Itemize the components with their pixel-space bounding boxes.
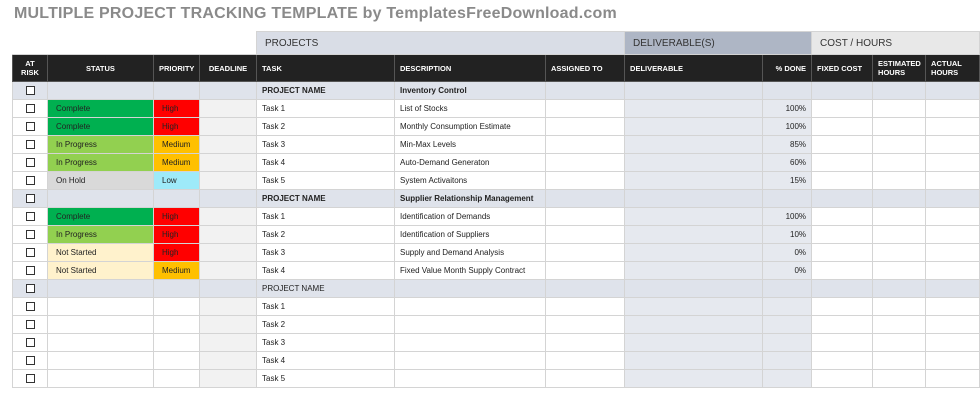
project-label: PROJECT NAME: [257, 280, 395, 298]
status-cell[interactable]: [48, 280, 154, 298]
task-cell[interactable]: Task 3: [257, 136, 395, 154]
deadline-cell[interactable]: [200, 298, 257, 316]
status-cell[interactable]: In Progress: [48, 154, 154, 172]
fixed-cost-cell[interactable]: [812, 208, 873, 226]
description-cell[interactable]: Supply and Demand Analysis: [395, 244, 546, 262]
table-row: [13, 118, 980, 136]
tracking-table: [12, 31, 980, 388]
col-header-status: STATUS: [48, 55, 154, 82]
actual-hours-cell[interactable]: [926, 262, 980, 280]
estimated-hours-cell[interactable]: [873, 244, 926, 262]
table-row: [13, 352, 980, 370]
task-cell[interactable]: Task 4: [257, 262, 395, 280]
actual-hours-cell[interactable]: [926, 244, 980, 262]
fixed-cost-cell[interactable]: [812, 82, 873, 100]
pct-done-cell[interactable]: [763, 334, 812, 352]
col-header-fixed-cost: FIXED COST: [812, 55, 873, 82]
at-risk-checkbox[interactable]: [26, 176, 35, 185]
project-name[interactable]: [395, 280, 546, 298]
priority-cell[interactable]: [154, 370, 200, 388]
description-cell[interactable]: [395, 334, 546, 352]
project-row: [13, 190, 980, 208]
deliverable-cell[interactable]: [625, 370, 763, 388]
status-cell[interactable]: [48, 82, 154, 100]
at-risk-cell: [13, 298, 48, 316]
priority-cell[interactable]: High: [154, 208, 200, 226]
at-risk-checkbox[interactable]: [26, 356, 35, 365]
status-cell[interactable]: On Hold: [48, 172, 154, 190]
col-header-pct-done: % DONE: [763, 55, 812, 82]
status-cell[interactable]: In Progress: [48, 226, 154, 244]
pct-done-cell[interactable]: 100%: [763, 100, 812, 118]
estimated-hours-cell[interactable]: [873, 316, 926, 334]
table-row: [13, 262, 980, 280]
actual-hours-cell[interactable]: [926, 226, 980, 244]
fixed-cost-cell[interactable]: [812, 298, 873, 316]
table-row: [13, 316, 980, 334]
pct-done-cell[interactable]: 10%: [763, 226, 812, 244]
status-cell[interactable]: Complete: [48, 100, 154, 118]
actual-hours-cell[interactable]: [926, 100, 980, 118]
estimated-hours-cell[interactable]: [873, 352, 926, 370]
table-row: [13, 172, 980, 190]
actual-hours-cell[interactable]: [926, 280, 980, 298]
at-risk-cell: [13, 100, 48, 118]
task-cell[interactable]: Task 5: [257, 370, 395, 388]
deadline-cell[interactable]: [200, 100, 257, 118]
at-risk-cell: [13, 316, 48, 334]
description-cell[interactable]: [395, 370, 546, 388]
priority-cell[interactable]: Low: [154, 172, 200, 190]
at-risk-checkbox[interactable]: [26, 302, 35, 311]
task-cell[interactable]: Task 2: [257, 226, 395, 244]
at-risk-checkbox[interactable]: [26, 338, 35, 347]
project-label: PROJECT NAME: [257, 82, 395, 100]
assigned-to-cell[interactable]: [546, 136, 625, 154]
fixed-cost-cell[interactable]: [812, 244, 873, 262]
at-risk-checkbox[interactable]: [26, 140, 35, 149]
deadline-cell[interactable]: [200, 154, 257, 172]
at-risk-checkbox[interactable]: [26, 248, 35, 257]
at-risk-checkbox[interactable]: [26, 122, 35, 131]
at-risk-cell: [13, 262, 48, 280]
assigned-to-cell[interactable]: [546, 118, 625, 136]
fixed-cost-cell[interactable]: [812, 190, 873, 208]
page-title: MULTIPLE PROJECT TRACKING TEMPLATE by TemplatesFreeDownload.com: [14, 5, 617, 22]
pct-done-cell[interactable]: [763, 190, 812, 208]
description-cell[interactable]: Auto-Demand Generaton: [395, 154, 546, 172]
at-risk-checkbox[interactable]: [26, 284, 35, 293]
priority-cell[interactable]: Medium: [154, 136, 200, 154]
description-cell[interactable]: [395, 316, 546, 334]
pct-done-cell[interactable]: [763, 352, 812, 370]
at-risk-checkbox[interactable]: [26, 266, 35, 275]
assigned-to-cell[interactable]: [546, 226, 625, 244]
actual-hours-cell[interactable]: [926, 118, 980, 136]
deliverable-cell[interactable]: [625, 352, 763, 370]
priority-cell[interactable]: [154, 280, 200, 298]
fixed-cost-cell[interactable]: [812, 100, 873, 118]
table-row: [13, 334, 980, 352]
at-risk-cell: [13, 226, 48, 244]
table-row: [13, 208, 980, 226]
fixed-cost-cell[interactable]: [812, 118, 873, 136]
assigned-to-cell[interactable]: [546, 370, 625, 388]
priority-cell[interactable]: [154, 190, 200, 208]
deadline-cell[interactable]: [200, 262, 257, 280]
status-cell[interactable]: Not Started: [48, 244, 154, 262]
deliverable-cell[interactable]: [625, 208, 763, 226]
deadline-cell[interactable]: [200, 226, 257, 244]
col-header-priority: PRIORITY: [154, 55, 200, 82]
description-cell[interactable]: [395, 298, 546, 316]
fixed-cost-cell[interactable]: [812, 154, 873, 172]
col-header-estimated-hours: ESTIMATED HOURS: [873, 55, 926, 82]
at-risk-cell: [13, 136, 48, 154]
col-header-task: TASK: [257, 55, 395, 82]
col-header-at-risk: AT RISK: [13, 55, 48, 82]
at-risk-cell: [13, 118, 48, 136]
fixed-cost-cell[interactable]: [812, 136, 873, 154]
at-risk-checkbox[interactable]: [26, 86, 35, 95]
deadline-cell[interactable]: [200, 334, 257, 352]
deliverable-cell[interactable]: [625, 244, 763, 262]
at-risk-cell: [13, 370, 48, 388]
description-cell[interactable]: Identification of Demands: [395, 208, 546, 226]
fixed-cost-cell[interactable]: [812, 334, 873, 352]
pct-done-cell[interactable]: 85%: [763, 136, 812, 154]
priority-cell[interactable]: High: [154, 100, 200, 118]
priority-cell[interactable]: [154, 352, 200, 370]
pct-done-cell[interactable]: [763, 370, 812, 388]
pct-done-cell[interactable]: 0%: [763, 262, 812, 280]
task-cell[interactable]: Task 3: [257, 244, 395, 262]
at-risk-cell: [13, 280, 48, 298]
col-header-deadline: DEADLINE: [200, 55, 257, 82]
assigned-to-cell[interactable]: [546, 334, 625, 352]
assigned-to-cell[interactable]: [546, 100, 625, 118]
group-header-deliverables: DELIVERABLE(S): [625, 32, 812, 55]
fixed-cost-cell[interactable]: [812, 280, 873, 298]
status-cell[interactable]: [48, 316, 154, 334]
table-body: [13, 82, 980, 388]
deadline-cell[interactable]: [200, 208, 257, 226]
at-risk-checkbox[interactable]: [26, 194, 35, 203]
table-row: [13, 298, 980, 316]
col-header-deliverable: DELIVERABLE: [625, 55, 763, 82]
assigned-to-cell[interactable]: [546, 262, 625, 280]
fixed-cost-cell[interactable]: [812, 226, 873, 244]
priority-cell[interactable]: [154, 316, 200, 334]
estimated-hours-cell[interactable]: [873, 154, 926, 172]
col-header-description: DESCRIPTION: [395, 55, 546, 82]
estimated-hours-cell[interactable]: [873, 280, 926, 298]
deadline-cell[interactable]: [200, 244, 257, 262]
actual-hours-cell[interactable]: [926, 172, 980, 190]
pct-done-cell[interactable]: [763, 82, 812, 100]
at-risk-checkbox[interactable]: [26, 320, 35, 329]
pct-done-cell[interactable]: 15%: [763, 172, 812, 190]
deliverable-cell[interactable]: [625, 226, 763, 244]
deliverable-cell[interactable]: [625, 262, 763, 280]
actual-hours-cell[interactable]: [926, 208, 980, 226]
assigned-to-cell[interactable]: [546, 298, 625, 316]
description-cell[interactable]: System Activaitons: [395, 172, 546, 190]
pct-done-cell[interactable]: [763, 316, 812, 334]
column-header-row: [13, 55, 980, 82]
deadline-cell[interactable]: [200, 316, 257, 334]
description-cell[interactable]: Monthly Consumption Estimate: [395, 118, 546, 136]
assigned-to-cell[interactable]: [546, 190, 625, 208]
priority-cell[interactable]: High: [154, 244, 200, 262]
assigned-to-cell[interactable]: [546, 154, 625, 172]
project-row: [13, 280, 980, 298]
estimated-hours-cell[interactable]: [873, 262, 926, 280]
description-cell[interactable]: Fixed Value Month Supply Contract: [395, 262, 546, 280]
priority-cell[interactable]: Medium: [154, 154, 200, 172]
deliverable-cell[interactable]: [625, 316, 763, 334]
table-row: [13, 100, 980, 118]
description-cell[interactable]: Min-Max Levels: [395, 136, 546, 154]
actual-hours-cell[interactable]: [926, 82, 980, 100]
assigned-to-cell[interactable]: [546, 316, 625, 334]
deliverable-cell[interactable]: [625, 298, 763, 316]
priority-cell[interactable]: [154, 334, 200, 352]
estimated-hours-cell[interactable]: [873, 136, 926, 154]
deadline-cell[interactable]: [200, 190, 257, 208]
fixed-cost-cell[interactable]: [812, 172, 873, 190]
at-risk-checkbox[interactable]: [26, 374, 35, 383]
assigned-to-cell[interactable]: [546, 244, 625, 262]
priority-cell[interactable]: Medium: [154, 262, 200, 280]
at-risk-cell: [13, 82, 48, 100]
estimated-hours-cell[interactable]: [873, 118, 926, 136]
at-risk-checkbox[interactable]: [26, 158, 35, 167]
deadline-cell[interactable]: [200, 370, 257, 388]
estimated-hours-cell[interactable]: [873, 100, 926, 118]
deliverable-cell[interactable]: [625, 136, 763, 154]
actual-hours-cell[interactable]: [926, 190, 980, 208]
deadline-cell[interactable]: [200, 118, 257, 136]
at-risk-cell: [13, 208, 48, 226]
group-header-projects: PROJECTS: [257, 32, 625, 55]
pct-done-cell[interactable]: [763, 280, 812, 298]
status-cell[interactable]: [48, 352, 154, 370]
deliverable-cell[interactable]: [625, 280, 763, 298]
description-cell[interactable]: [395, 352, 546, 370]
assigned-to-cell[interactable]: [546, 280, 625, 298]
priority-cell[interactable]: [154, 82, 200, 100]
project-row: [13, 82, 980, 100]
col-header-assigned-to: ASSIGNED TO: [546, 55, 625, 82]
fixed-cost-cell[interactable]: [812, 316, 873, 334]
deliverable-cell[interactable]: [625, 100, 763, 118]
at-risk-cell: [13, 190, 48, 208]
at-risk-checkbox[interactable]: [26, 230, 35, 239]
priority-cell[interactable]: High: [154, 118, 200, 136]
table-row: [13, 136, 980, 154]
actual-hours-cell[interactable]: [926, 352, 980, 370]
estimated-hours-cell[interactable]: [873, 208, 926, 226]
status-cell[interactable]: In Progress: [48, 136, 154, 154]
table-row: [13, 226, 980, 244]
group-header-row: [13, 32, 980, 55]
deadline-cell[interactable]: [200, 136, 257, 154]
task-cell[interactable]: Task 2: [257, 316, 395, 334]
status-cell[interactable]: Complete: [48, 208, 154, 226]
pct-done-cell[interactable]: 100%: [763, 208, 812, 226]
deliverable-cell[interactable]: [625, 334, 763, 352]
group-header-blank: [13, 32, 257, 55]
fixed-cost-cell[interactable]: [812, 370, 873, 388]
actual-hours-cell[interactable]: [926, 334, 980, 352]
at-risk-cell: [13, 244, 48, 262]
at-risk-cell: [13, 154, 48, 172]
pct-done-cell[interactable]: 100%: [763, 118, 812, 136]
status-cell[interactable]: Complete: [48, 118, 154, 136]
description-cell[interactable]: List of Stocks: [395, 100, 546, 118]
table-row: [13, 370, 980, 388]
actual-hours-cell[interactable]: [926, 370, 980, 388]
deliverable-cell[interactable]: [625, 172, 763, 190]
deliverable-cell[interactable]: [625, 82, 763, 100]
deliverable-cell[interactable]: [625, 190, 763, 208]
deadline-cell[interactable]: [200, 172, 257, 190]
fixed-cost-cell[interactable]: [812, 262, 873, 280]
actual-hours-cell[interactable]: [926, 136, 980, 154]
task-cell[interactable]: Task 2: [257, 118, 395, 136]
status-cell[interactable]: [48, 190, 154, 208]
assigned-to-cell[interactable]: [546, 82, 625, 100]
fixed-cost-cell[interactable]: [812, 352, 873, 370]
priority-cell[interactable]: [154, 298, 200, 316]
task-cell[interactable]: Task 5: [257, 172, 395, 190]
at-risk-cell: [13, 172, 48, 190]
deadline-cell[interactable]: [200, 82, 257, 100]
table-row: [13, 244, 980, 262]
project-name[interactable]: Inventory Control: [395, 82, 546, 100]
actual-hours-cell[interactable]: [926, 154, 980, 172]
estimated-hours-cell[interactable]: [873, 190, 926, 208]
assigned-to-cell[interactable]: [546, 172, 625, 190]
group-header-cost-hours: COST / HOURS: [812, 32, 980, 55]
pct-done-cell[interactable]: 60%: [763, 154, 812, 172]
actual-hours-cell[interactable]: [926, 298, 980, 316]
estimated-hours-cell[interactable]: [873, 172, 926, 190]
deadline-cell[interactable]: [200, 352, 257, 370]
deliverable-cell[interactable]: [625, 154, 763, 172]
task-cell[interactable]: Task 1: [257, 208, 395, 226]
description-cell[interactable]: Identification of Suppliers: [395, 226, 546, 244]
at-risk-checkbox[interactable]: [26, 212, 35, 221]
pct-done-cell[interactable]: 0%: [763, 244, 812, 262]
priority-cell[interactable]: High: [154, 226, 200, 244]
task-cell[interactable]: Task 4: [257, 154, 395, 172]
deliverable-cell[interactable]: [625, 118, 763, 136]
assigned-to-cell[interactable]: [546, 208, 625, 226]
actual-hours-cell[interactable]: [926, 316, 980, 334]
at-risk-cell: [13, 334, 48, 352]
col-header-actual-hours: ACTUAL HOURS: [926, 55, 980, 82]
deadline-cell[interactable]: [200, 280, 257, 298]
project-label: PROJECT NAME: [257, 190, 395, 208]
pct-done-cell[interactable]: [763, 298, 812, 316]
estimated-hours-cell[interactable]: [873, 298, 926, 316]
project-name[interactable]: Supplier Relationship Management: [395, 190, 546, 208]
task-cell[interactable]: Task 1: [257, 298, 395, 316]
status-cell[interactable]: [48, 370, 154, 388]
status-cell[interactable]: [48, 334, 154, 352]
estimated-hours-cell[interactable]: [873, 82, 926, 100]
estimated-hours-cell[interactable]: [873, 226, 926, 244]
task-cell[interactable]: Task 4: [257, 352, 395, 370]
task-cell[interactable]: Task 3: [257, 334, 395, 352]
at-risk-checkbox[interactable]: [26, 104, 35, 113]
estimated-hours-cell[interactable]: [873, 370, 926, 388]
table-row: [13, 154, 980, 172]
assigned-to-cell[interactable]: [546, 352, 625, 370]
at-risk-cell: [13, 352, 48, 370]
estimated-hours-cell[interactable]: [873, 334, 926, 352]
status-cell[interactable]: Not Started: [48, 262, 154, 280]
status-cell[interactable]: [48, 298, 154, 316]
task-cell[interactable]: Task 1: [257, 100, 395, 118]
